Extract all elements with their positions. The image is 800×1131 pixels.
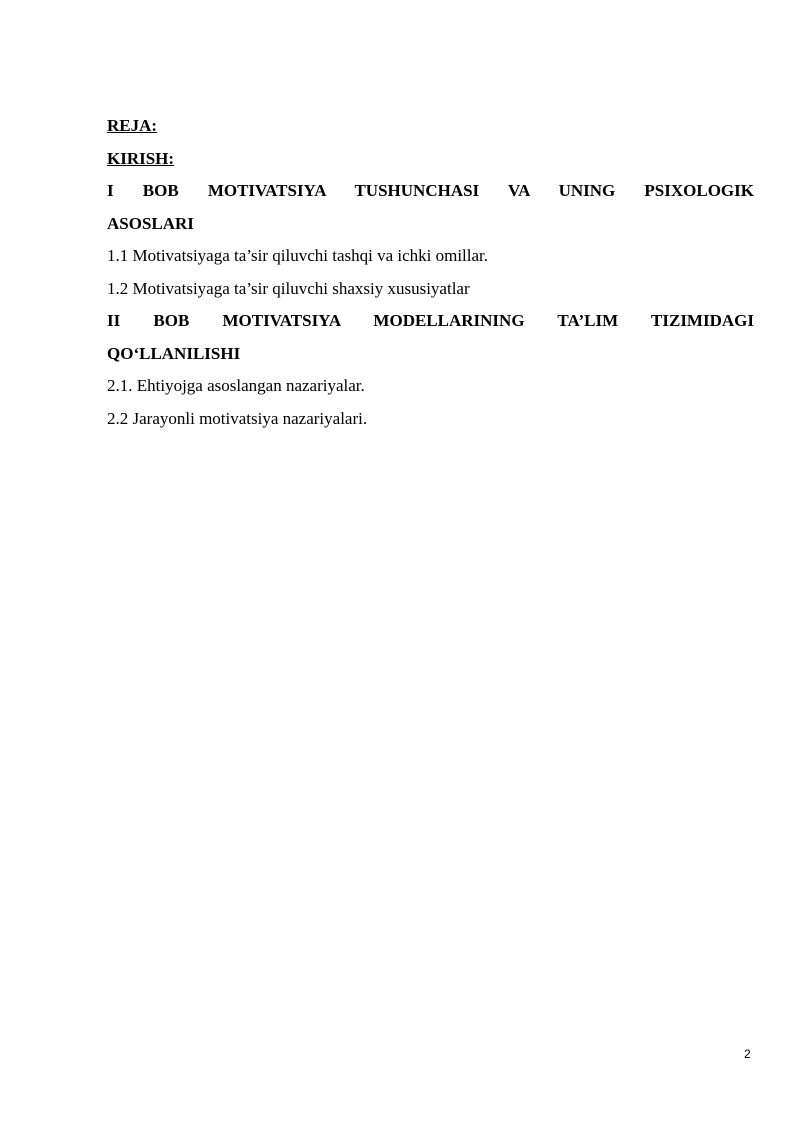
chapter-2-title-line-1: II BOB MOTIVATSIYA MODELLARINING TA’LIM TIZIMIDAGI [107, 311, 754, 330]
kirish-heading: KIRISH: [107, 148, 175, 168]
reja-heading: REJA: [107, 116, 158, 135]
section-1-1: 1.1 Motivatsiyaga ta’sir qiluvchi tashqi va ichki omillar. [107, 246, 489, 265]
chapter-2-title-line-2: QO‘LLANILISHI [107, 343, 241, 363]
page-number: 2 [744, 1047, 751, 1061]
section-1-2: 1.2 Motivatsiyaga ta’sir qiluvchi shaxsiy xususiyatlar [107, 278, 470, 298]
table-of-contents [107, 110, 754, 435]
chapter-2-title [107, 305, 754, 370]
chapter-1-title [107, 175, 754, 240]
section-2-2: 2.2 Jarayonli motivatsiya nazariyalari. [107, 408, 368, 428]
chapter-1-title-line-1: I BOB MOTIVATSIYA TUSHUNCHASI VA UNING PSIXOLOGIK [107, 181, 754, 200]
section-2-1: 2.1. Ehtiyojga asoslangan nazariyalar. [107, 376, 365, 395]
chapter-1-title-line-2: ASOSLARI [107, 213, 194, 233]
